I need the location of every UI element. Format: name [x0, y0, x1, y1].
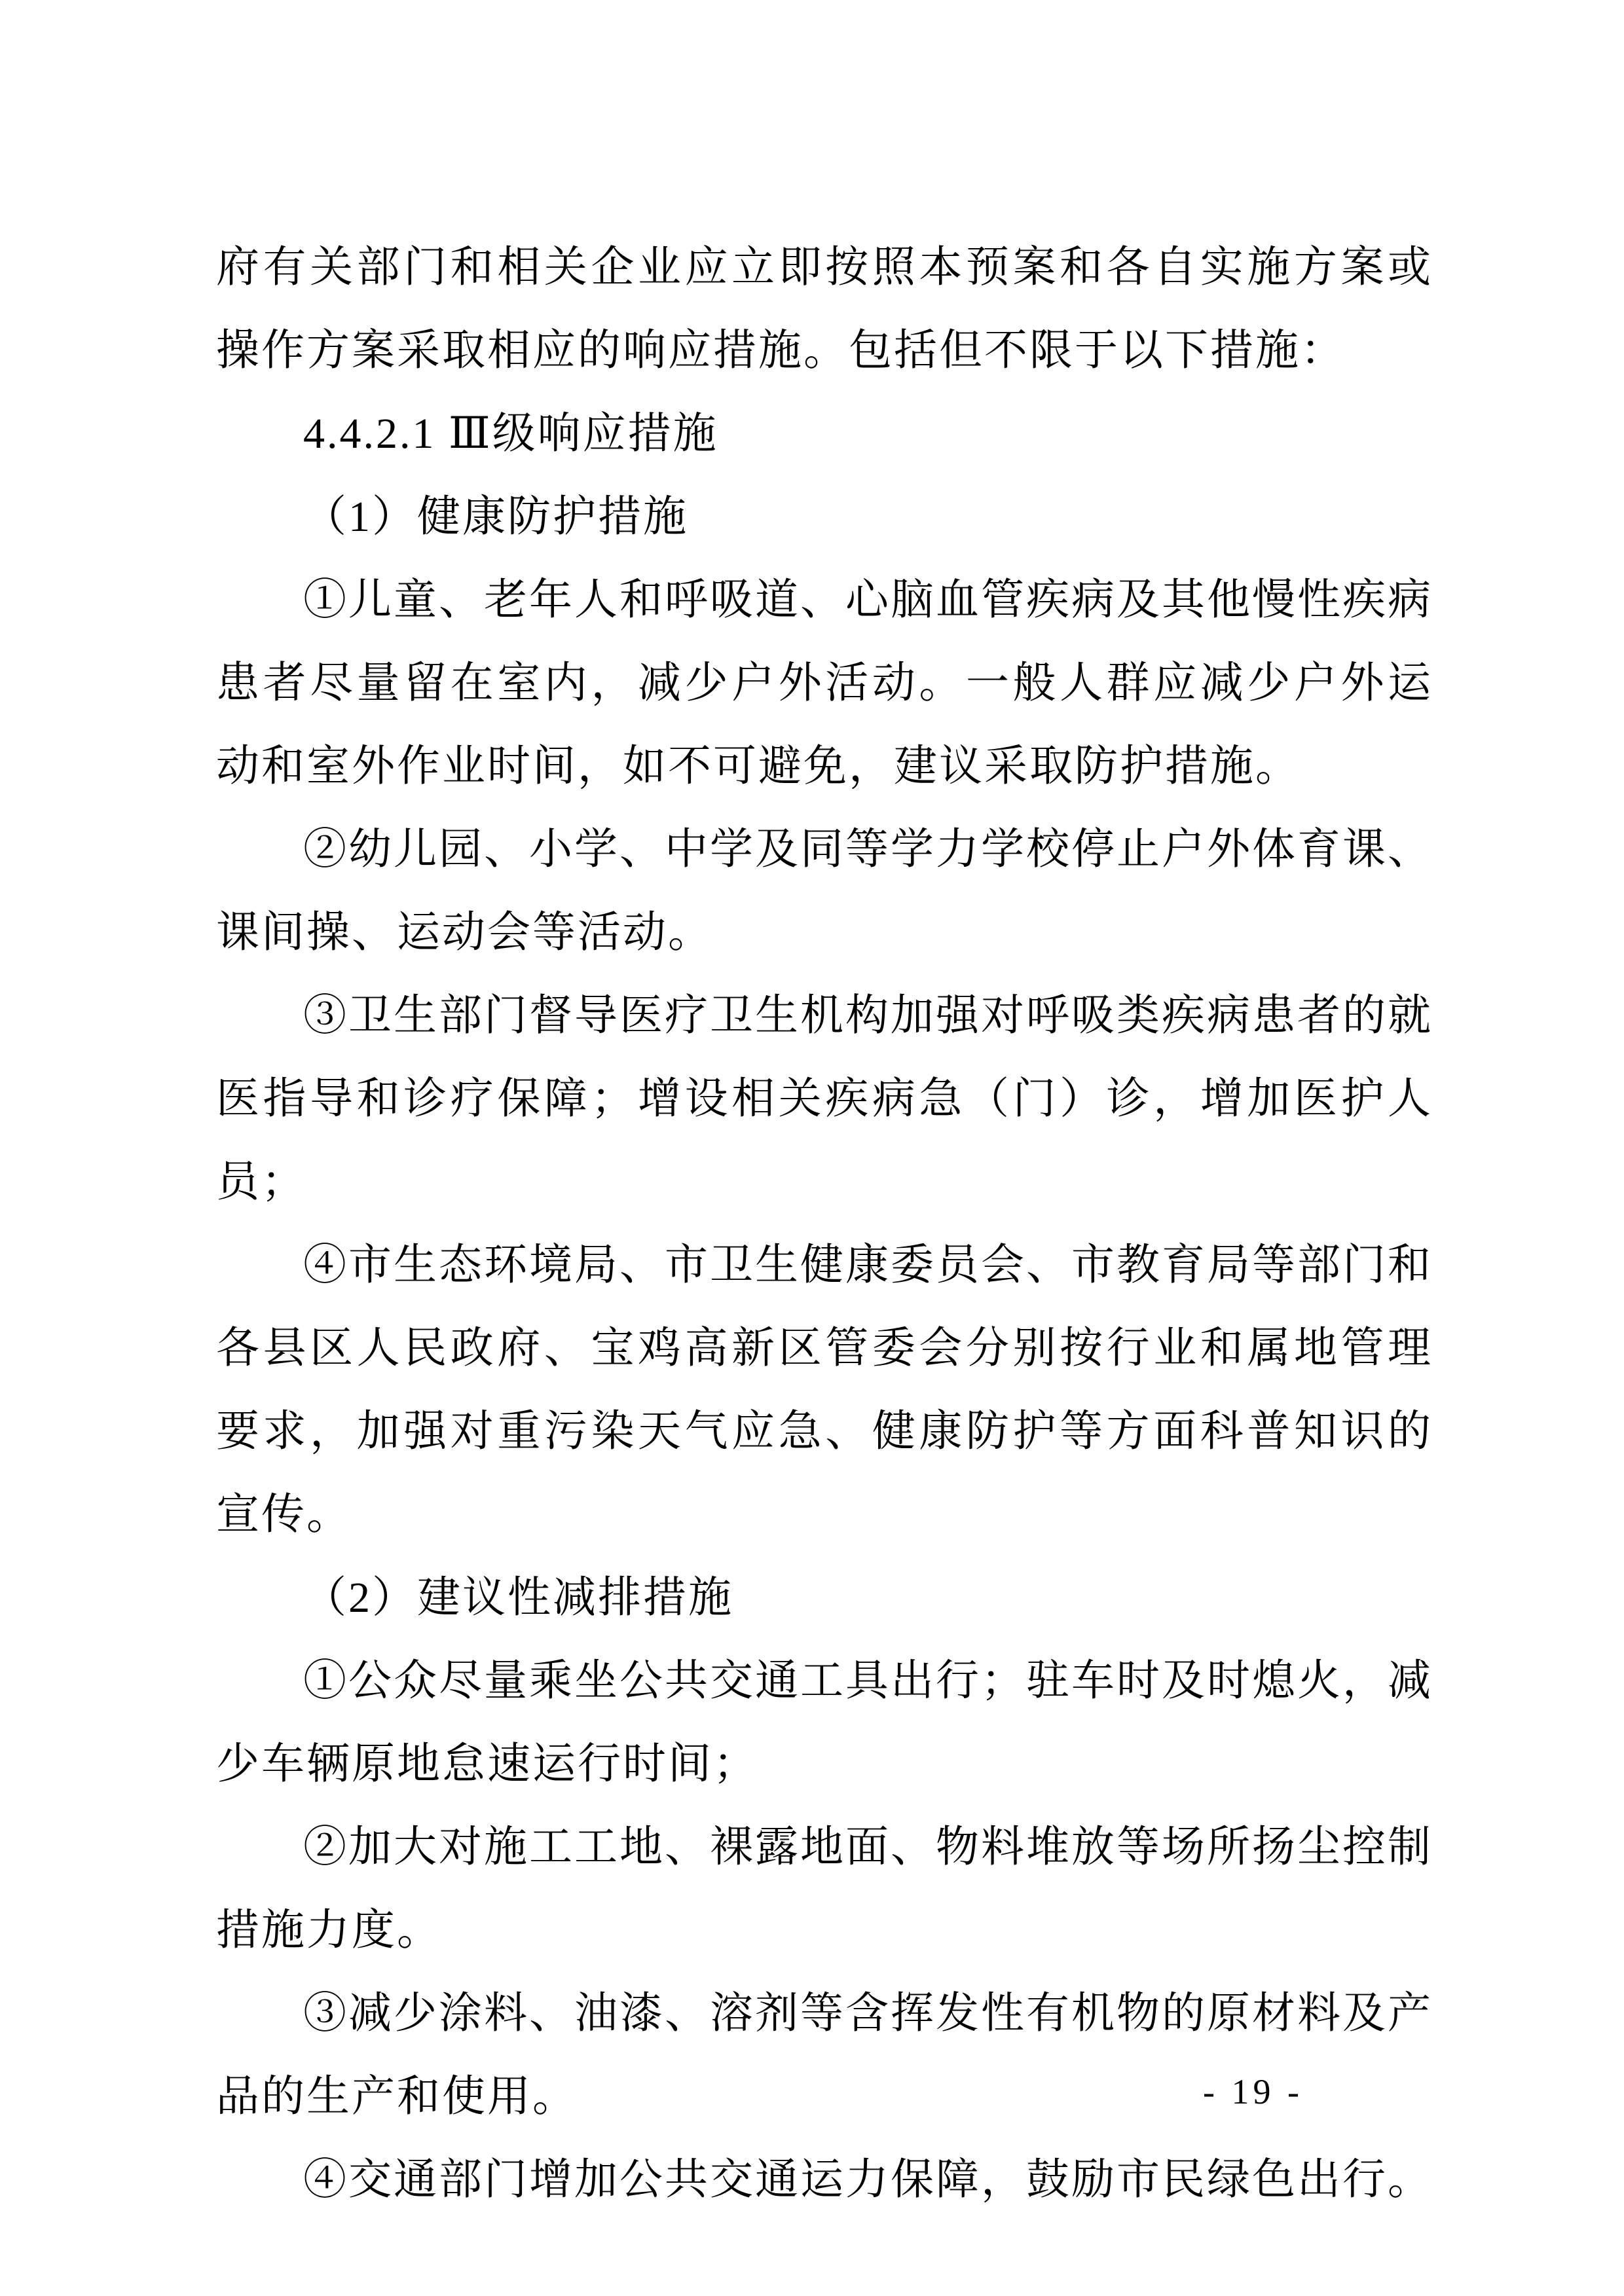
subsection-heading-health-protection: （1）健康防护措施: [303, 493, 688, 541]
list-item-health-2: ②幼儿园、小学、中学及同等学力学校停止户外体育课、课间操、运动会等活动。: [216, 826, 1433, 957]
list-item-reduction-2: ②加大对施工工地、裸露地面、物料堆放等场所扬尘控制措施力度。: [216, 1823, 1433, 1954]
document-body: [216, 226, 1433, 2221]
list-item-reduction-3: ③减少涂料、油漆、溶剂等含挥发性有机物的原材料及产品的生产和使用。: [216, 1990, 1433, 2121]
list-item-health-1: ①儿童、老年人和呼吸道、心脑血管疾病及其他慢性疾病患者尽量留在室内，减少户外活动。一般人群应减少户外运动和室外作业时间，如不可避免，建议采取防护措施。: [216, 576, 1433, 790]
list-item-health-4: ④市生态环境局、市卫生健康委员会、市教育局等部门和各县区人民政府、宝鸡高新区管委会分别按行业和属地管理要求，加强对重污染天气应急、健康防护等方面科普知识的宣传。: [216, 1241, 1433, 1539]
section-heading-4421: 4.4.2.1 Ⅲ级响应措施: [303, 410, 718, 458]
paragraph-continuation: 府有关部门和相关企业应立即按照本预案和各自实施方案或操作方案采取相应的响应措施。包括但不限于以下措施：: [216, 244, 1433, 374]
page-number: - 19 -: [1203, 2072, 1303, 2111]
list-item-health-3: ③卫生部门督导医疗卫生机构加强对呼吸类疾病患者的就医指导和诊疗保障；增设相关疾病急（门）诊，增加医护人员；: [216, 992, 1433, 1206]
subsection-heading-suggested-reduction: （2）建议性减排措施: [303, 1574, 733, 1622]
list-item-reduction-4: ④交通部门增加公共交通运力保障，鼓励市民绿色出行。: [303, 2156, 1433, 2204]
list-item-reduction-1: ①公众尽量乘坐公共交通工具出行；驻车时及时熄火，减少车辆原地怠速运行时间；: [216, 1657, 1433, 1788]
